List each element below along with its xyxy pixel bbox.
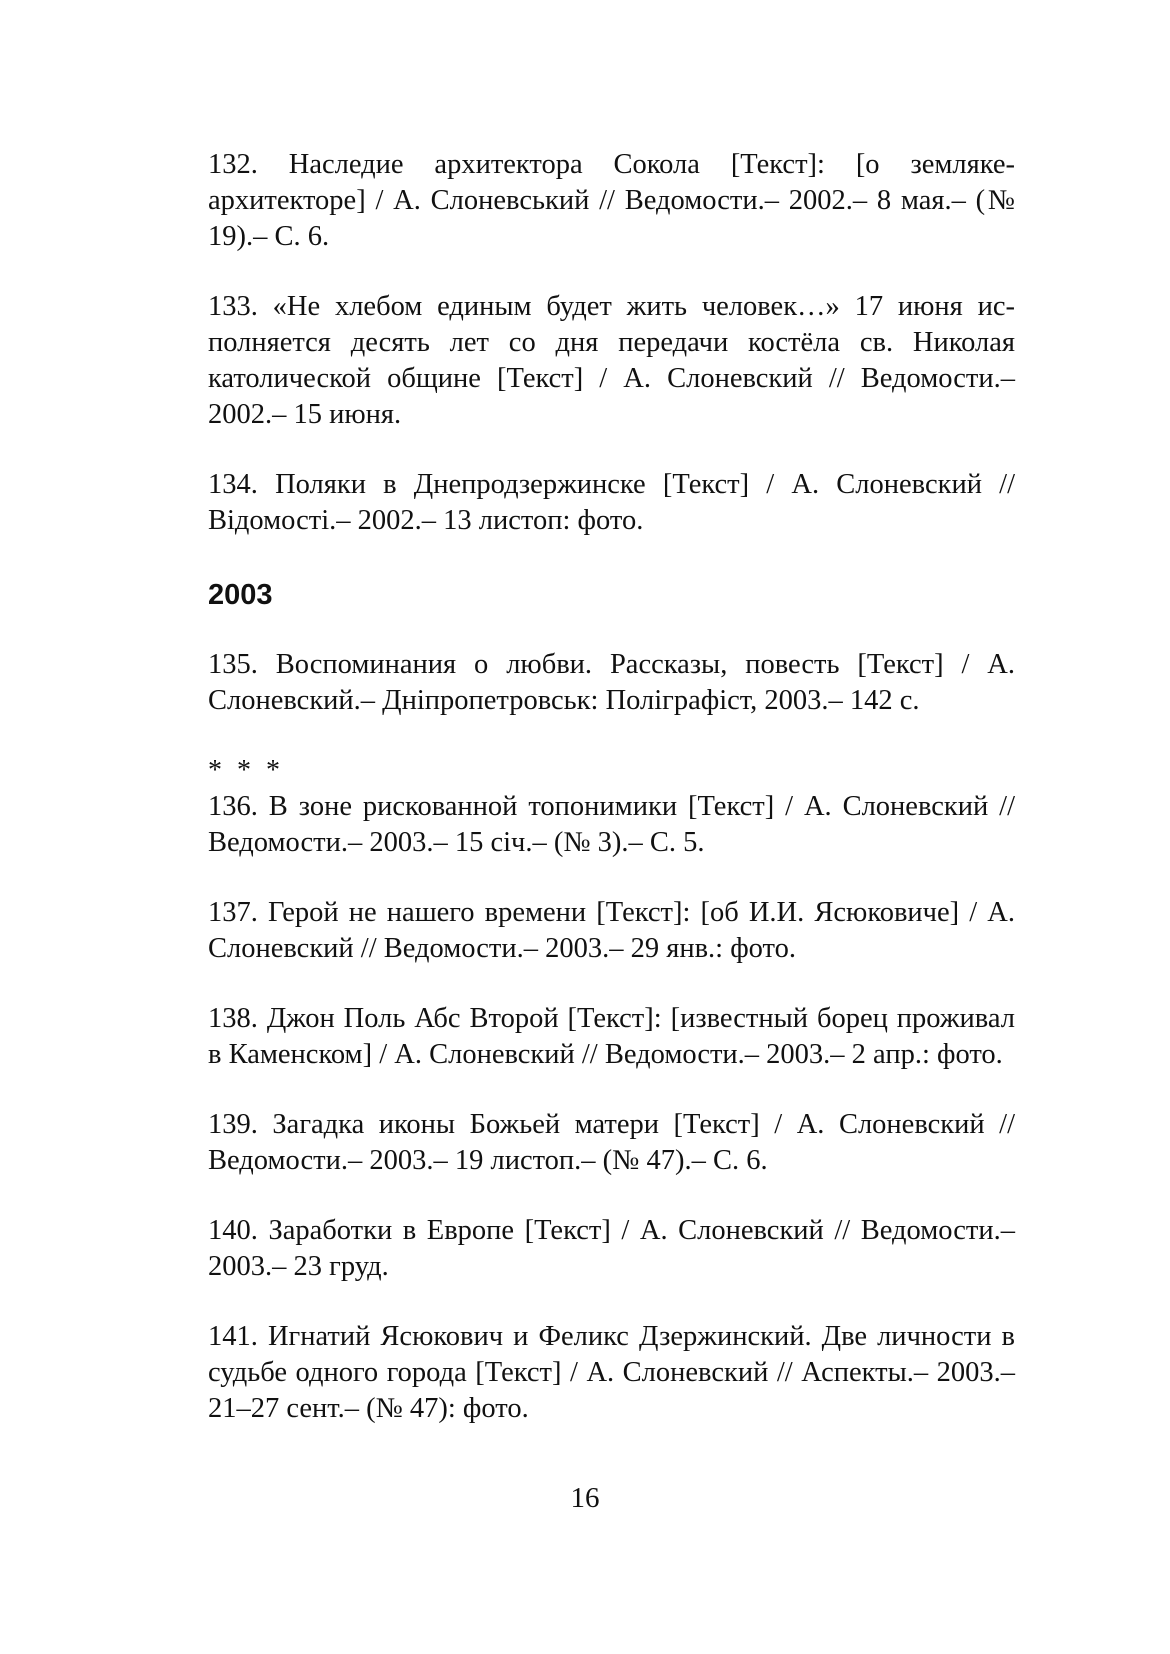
bibliography-entry-141: 141. Игнатий Ясюкович и Феликс Дзержинский. Две личности в судьбе одного города [Текст] / А. Слоневский // Аспекты.– 2003.– 21–27 сент.– (№ 47): фото. [208, 1321, 1015, 1424]
bibliography-entry-137: 137. Герой не нашего времени [Текст]: [об И.И. Ясюковиче] / А. Слоневский // Ведомости.– 2003.– 29 янв.: фото. [208, 897, 1015, 964]
bibliography-entry-138: 138. Джон Поль Абс Второй [Текст]: [известный борец проживал в Каменском] / А. Слоневский // Ведомости.– 2003.– 2 апр.: фото. [208, 1003, 1015, 1070]
bibliography-entry-136: 136. В зоне рискованной топонимики [Текст] / А. Слоневский // Ведомости.– 2003.– 15 січ.– (№ 3).– С. 5. [208, 791, 1015, 858]
bibliography-entry-132: 132. Наследие архитектора Сокола [Текст]: [о земляке-архитекторе] / А. Слоневський // Ведомости.– 2002.– 8 мая.– (№ 19).– С. 6. [208, 149, 1015, 252]
page-number: 16 [570, 1482, 600, 1514]
bibliography-entry-134: 134. Поляки в Днепродзержинске [Текст] / А. Слоневский // Відомості.– 2002.– 13 листоп: фото. [208, 469, 1015, 536]
year-section-heading: 2003 [208, 579, 273, 611]
bibliography-entry-133: 133. «Не хлебом единым будет жить человек…» 17 июня исполняется десять лет со дня передачи костёла св. Николая католической общине [Текст] / А. Слоневский // Ведомости.– 2002.– 15 июня. [208, 291, 1015, 430]
asterisk-separator: * * * [208, 755, 284, 786]
bibliography-entry-140: 140. Заработки в Европе [Текст] / А. Слоневский // Ведомости.– 2003.– 23 груд. [208, 1215, 1015, 1282]
bibliography-entry-135: 135. Воспоминания о любви. Рассказы, повесть [Текст] / А. Слоневский.– Дніпропетровськ: Поліграфіст, 2003.– 142 с. [208, 649, 1015, 716]
bibliography-entry-139: 139. Загадка иконы Божьей матери [Текст] / А. Слоневский // Ведомости.– 2003.– 19 листоп.– (№ 47).– С. 6. [208, 1109, 1015, 1176]
bibliography-content [208, 147, 1015, 1461]
